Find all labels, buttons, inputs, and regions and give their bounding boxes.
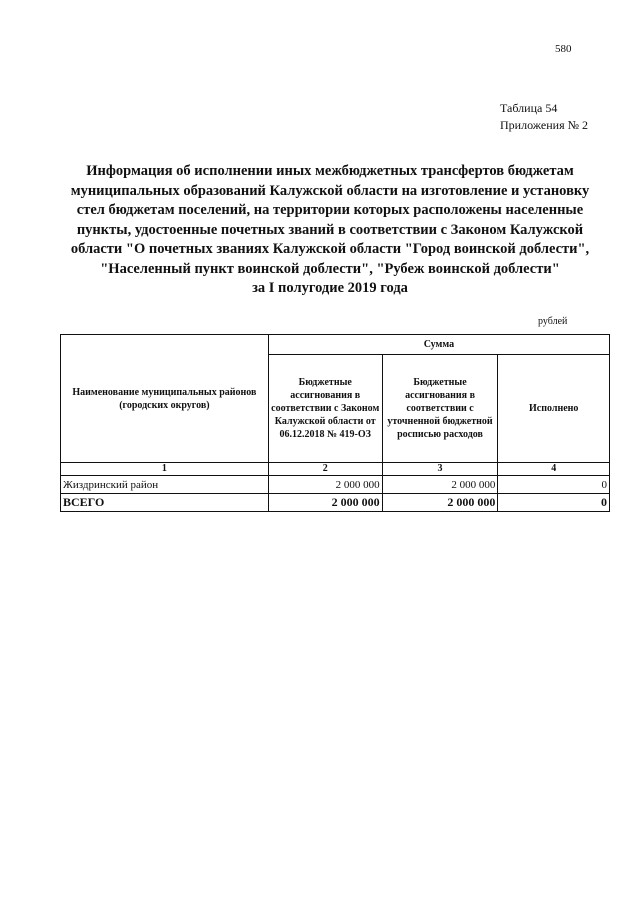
units-label: рублей (538, 316, 568, 327)
header-refined-allocations: Бюджетные ассигнования в соответствии с уточненной бюджетной росписью расходов (382, 355, 498, 463)
title-line: "Населенный пункт воинской доблести", "Рубеж воинской доблести" (100, 260, 560, 277)
title-line: стел бюджетам поселений, на территории которых расположены населенные (76, 202, 584, 218)
header-row (61, 335, 610, 355)
total-label: ВСЕГО (61, 494, 269, 512)
title-line: Информация об исполнении иных межбюджетных трансфертов бюджетам (86, 163, 574, 179)
total-law-allocation: 2 000 000 (268, 494, 382, 512)
district-name: Жиздринский район (61, 476, 269, 494)
transfers-table (60, 334, 610, 512)
column-number: 3 (382, 463, 498, 476)
column-number: 1 (61, 463, 269, 476)
title-line: пункты, удостоенные почетных званий в соответствии с Законом Калужской (76, 221, 584, 238)
header-sum: Сумма (268, 335, 609, 355)
total-executed: 0 (498, 494, 610, 512)
title-line: муниципальных образований Калужской области на изготовление и установку (70, 182, 590, 199)
appendix-reference (500, 100, 588, 134)
column-number: 4 (498, 463, 610, 476)
column-number: 2 (268, 463, 382, 476)
header-executed: Исполнено (498, 355, 610, 463)
column-number-row (61, 463, 610, 476)
refined-allocation-value: 2 000 000 (382, 476, 498, 494)
page-number: 580 (555, 43, 572, 55)
appendix-label: Приложения № 2 (500, 118, 589, 132)
title-line: области "О почетных званиях Калужской области "Город воинской доблести", (70, 241, 590, 257)
header-law-allocations: Бюджетные ассигнования в соответствии с Законом Калужской области от 06.12.2018 № 419-ОЗ (268, 355, 382, 463)
total-refined-allocation: 2 000 000 (382, 494, 498, 512)
table-label: Таблица 54 (500, 101, 558, 115)
law-allocation-value: 2 000 000 (268, 476, 382, 494)
document-title (50, 162, 610, 299)
executed-value: 0 (498, 476, 610, 494)
title-line: за I полугодие 2019 года (252, 280, 408, 296)
header-name: Наименование муниципальных районов (городских округов) (61, 335, 269, 463)
total-row (61, 494, 610, 512)
table-row (61, 476, 610, 494)
